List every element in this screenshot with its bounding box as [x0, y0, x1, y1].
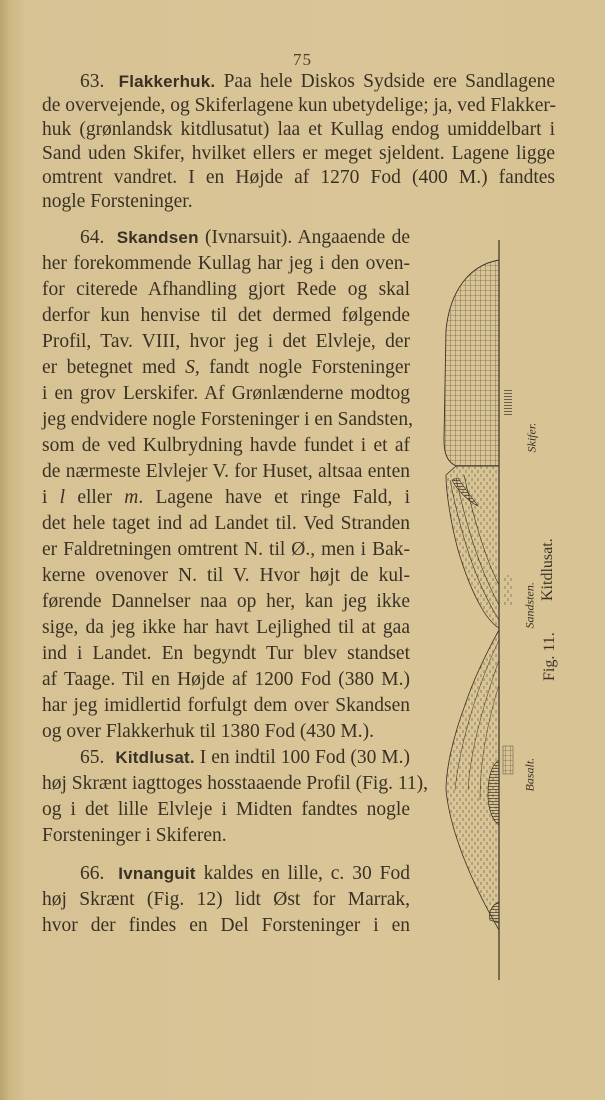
- section-heading: Flakkerhuk.: [118, 72, 216, 91]
- text-line: 64. Skandsen (Ivnarsuit). Angaaende de: [80, 227, 410, 248]
- legend-label-sandsten: Sandsten.: [522, 582, 537, 629]
- text-line: som de ved Kulbrydning havde fundet i et af: [42, 435, 410, 456]
- text-line: Sand uden Skifer, hvilket ellers er meget sjeldent. Lagene ligge: [42, 143, 555, 164]
- section-number: 63.: [80, 71, 105, 92]
- text-line: nogle Forsteninger.: [42, 191, 193, 212]
- section-heading: Ivnanguit: [118, 864, 196, 883]
- text-line: i l eller m. Lagene have et ringe Fald, i: [42, 487, 410, 508]
- text-line: hvor der findes en Del Forsteninger i en: [42, 915, 410, 936]
- text-line: 66. Ivnanguit kaldes en lille, c. 30 Fod: [80, 863, 410, 884]
- text-line: i en grov Lerskifer. Af Grønlænderne modtog: [42, 383, 410, 404]
- legend-label-basalt: Basalt.: [522, 757, 537, 792]
- text-line: er Faldretningen omtrent N. til Ø., men i Bak-: [42, 539, 410, 560]
- section-heading: Skandsen: [116, 228, 199, 247]
- text-line: af Taage. Til en Højde af 1200 Fod (380 M.): [42, 669, 410, 690]
- text-line: ind i Landet. En begyndt Tur blev standset: [42, 643, 410, 664]
- text-line: her forekommende Kullag har jeg i den oven-: [42, 253, 410, 274]
- text-line: har jeg imidlertid forfulgt dem over Skandsen: [42, 695, 410, 716]
- text-line: sige, da jeg ikke har havt Lejlighed til at gaa: [42, 617, 410, 638]
- text-line: Profil, Tav. VIII, hvor jeg i det Elvleje, der: [42, 331, 410, 352]
- text-line: høj Skrænt iagttoges hosstaaende Profil (Fig. 11),: [42, 773, 428, 794]
- text-line: høj Skrænt (Fig. 12) lidt Øst for Marrak,: [42, 889, 410, 910]
- text-line: Forsteninger i Skiferen.: [42, 825, 227, 846]
- text-line: for citerede Afhandling gjort Rede og skal: [42, 279, 410, 300]
- profile-symbol: S: [185, 357, 195, 378]
- section-number: 65.: [80, 747, 105, 768]
- text-line: huk (grønlandsk kitdlusatut) laa et Kullag endog umiddelbart i: [42, 119, 555, 140]
- legend-swatch-skifer: [504, 390, 512, 416]
- figure-11-profile: [440, 230, 605, 990]
- figure-caption-title: Kitdlusat.: [539, 538, 556, 601]
- text-line: 63. Flakkerhuk. Paa hele Diskos Sydside ere Sandlagene: [80, 71, 556, 92]
- text-line: jeg endvidere nogle Forsteninger i en Sandsten,: [42, 409, 413, 430]
- section-number: 66.: [80, 863, 105, 884]
- text-line: 65. Kitdlusat. I en indtil 100 Fod (30 M.): [80, 747, 411, 768]
- text-line: de overvejende, og Skiferlagene kun ubetydelige; ja, ved Flakker-: [42, 95, 557, 116]
- text-line: omtrent vandret. I en Højde af 1270 Fod (400 M.) fandtes: [42, 167, 555, 188]
- page-number: 75: [293, 50, 312, 69]
- legend-swatch-basalt: [503, 746, 513, 774]
- section-heading: Kitdlusat.: [115, 748, 195, 767]
- legend-swatch-sandsten: [504, 575, 512, 605]
- text-line: derfor kun henvise til det dermed følgende: [42, 305, 410, 326]
- figure-caption-number: Fig. 11.: [541, 632, 558, 681]
- text-line: førende Dannelser naa op her, kan jeg ikke: [42, 591, 410, 612]
- text-line: er betegnet med S, fandt nogle Forsteninger: [42, 357, 410, 378]
- text-line: de nærmeste Elvlejer V. for Huset, altsaa enten: [42, 461, 410, 482]
- text-line: og over Flakkerhuk til 1380 Fod (430 M.).: [42, 721, 375, 742]
- legend-label-skifer: Skifer.: [524, 422, 539, 453]
- text-line: kerne ovenover N. til V. Hvor højt de kul-: [42, 565, 410, 586]
- text-line: og i det lille Elvleje i Midten fandtes nogle: [42, 799, 410, 820]
- section-number: 64.: [80, 227, 105, 248]
- text-line: det hele taget ind ad Landet til. Ved Stranden: [42, 513, 410, 534]
